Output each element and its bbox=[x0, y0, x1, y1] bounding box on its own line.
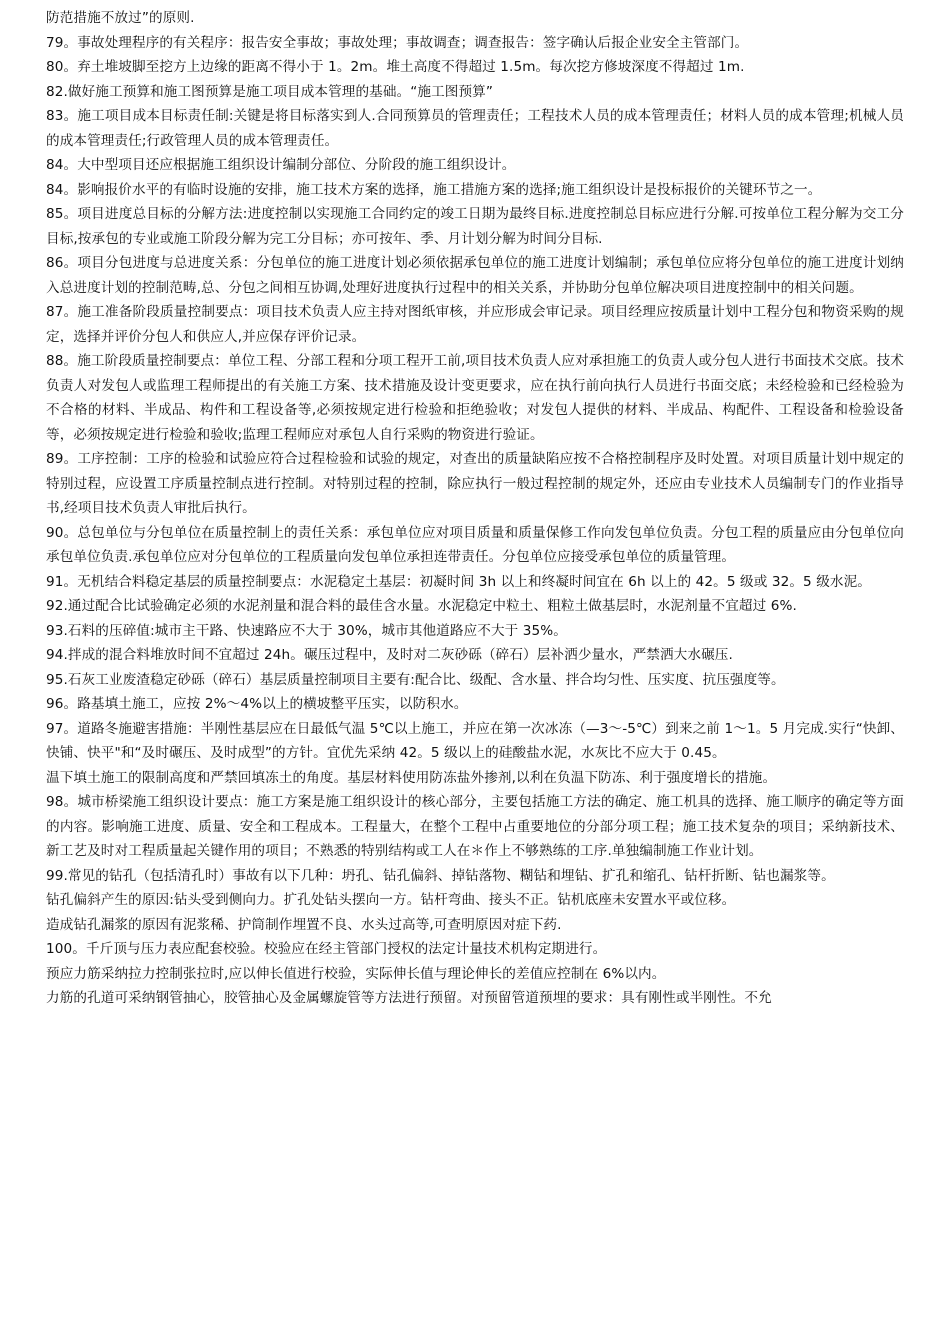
paragraph: 82.做好施工预算和施工图预算是施工项目成本管理的基础。“施工图预算” bbox=[46, 83, 494, 100]
paragraph: 99.常见的钻孔（包括清孔时）事故有以下几种：坍孔、钻孔偏斜、掉钻落物、糊钻和埋钻、扩孔和缩孔、钻杆折断、钻也漏浆等。 bbox=[46, 867, 835, 884]
paragraph: 87。施工准备阶段质量控制要点：项目技术负责人应主持对图纸审核，并应形成会审记录。项目经理应按质量计划中工程分包和物资采购的规定，选择并评价分包人和供应人,并应保存评价记录。 bbox=[46, 304, 904, 345]
paragraph: 91。无机结合料稳定基层的质量控制要点：水泥稳定土基层：初凝时间 3h 以上和终凝时间宜在 6h 以上的 42。5 级或 32。5 级水泥。 bbox=[46, 573, 871, 590]
paragraph: 97。道路冬施避害措施：半刚性基层应在日最低气温 5℃以上施工，并应在第一次冰冻（—3～-5℃）到来之前 1～1。5 月完成.实行“快卸、快铺、快平"和“及时碾压、及时成型”的方针。宜优先采纳 42。5 级以上的硅酸盐水泥，水灰比不应大于 0.45。 bbox=[46, 720, 904, 761]
paragraph: 钻孔偏斜产生的原因:钻头受到侧向力。扩孔处钻头摆向一方。钻杆弯曲、接头不正。钻机底座未安置水平或位移。 bbox=[46, 892, 736, 908]
paragraph: 96。路基填土施工，应按 2%～4%以上的横坡整平压实，以防积水。 bbox=[46, 696, 468, 712]
paragraph: 86。项目分包进度与总进度关系：分包单位的施工进度计划必须依据承包单位的施工进度计划编制；承包单位应将分包单位的施工进度计划纳入总进度计划的控制范畴,总、分包之间相互协调,处理好进度执行过程中的相关关系，并协助分包单位解决项目进度控制中的相关问题。 bbox=[46, 255, 904, 296]
paragraph: 89。工序控制：工序的检验和试验应符合过程检验和试验的规定，对查出的质量缺陷应按不合格控制程序及时处置。对项目质量计划中规定的特别过程，应设置工序质量控制点进行控制。对特别过程的控制，除应执行一般过程控制的规定外，还应由专业技术人员编制专门的作业指导书,经项目技术负责人审批后执行。 bbox=[46, 451, 904, 516]
paragraph: 84。大中型项目还应根据施工组织设计编制分部位、分阶段的施工组织设计。 bbox=[46, 157, 516, 173]
paragraph: 100。千斤顶与压力表应配套校验。校验应在经主管部门授权的法定计量技术机构定期进行。 bbox=[46, 941, 607, 957]
paragraph: 造成钻孔漏浆的原因有泥浆稀、护筒制作埋置不良、水头过高等,可查明原因对症下药. bbox=[46, 916, 562, 933]
paragraph: 力筋的孔道可采纳钢管抽心，胶管抽心及金属螺旋管等方法进行预留。对预留管道预埋的要求：具有刚性或半刚性。不允 bbox=[46, 990, 772, 1006]
paragraph: 防范措施不放过”的原则. bbox=[46, 10, 195, 26]
document-body bbox=[46, 6, 904, 1011]
paragraph: 94.拌成的混合料堆放时间不宜超过 24h。碾压过程中，及时对二灰砂砾（碎石）层补洒少量水，严禁洒大水碾压. bbox=[46, 647, 733, 663]
paragraph: 92.通过配合比试验确定必须的水泥剂量和混合料的最佳含水量。水泥稳定中粒土、粗粒土做基层时，水泥剂量不宜超过 6%. bbox=[46, 598, 797, 614]
paragraph: 79。事故处理程序的有关程序：报告安全事故；事故处理；事故调查；调查报告：签字确认后报企业安全主管部门。 bbox=[46, 34, 749, 51]
paragraph: 98。城市桥梁施工组织设计要点：施工方案是施工组织设计的核心部分，主要包括施工方法的确定、施工机具的选择、施工顺序的确定等方面的内容。影响施工进度、质量、安全和工程成本。工程量大，在整个工程中占重要地位的分部分项工程；施工技术复杂的项目；采纳新技术、新工艺及时对工程质量起关键作用的项目；不熟悉的特别结构或工人在＊作上不够熟练的工序.单独编制施工作业计划。 bbox=[46, 794, 904, 859]
paragraph: 80。弃土堆坡脚至挖方上边缘的距离不得小于 1。2m。堆土高度不得超过 1.5m。每次挖方修坡深度不得超过 1m. bbox=[46, 59, 745, 75]
paragraph: 预应力筋采纳拉力控制张拉时,应以伸长值进行校验，实际伸长值与理论伸长的差值应控制在 6%以内。 bbox=[46, 965, 666, 982]
paragraph: 84。影响报价水平的有临时设施的安排，施工技术方案的选择，施工措施方案的选择;施工组织设计是投标报价的关键环节之一。 bbox=[46, 181, 822, 198]
paragraph: 温下填土施工的限制高度和严禁回填冻土的角度。基层材料使用防冻盐外掺剂,以利在负温下防冻、利于强度增长的措施。 bbox=[46, 769, 777, 786]
paragraph: 85。项目进度总目标的分解方法:进度控制以实现施工合同约定的竣工日期为最终目标.进度控制总目标应进行分解.可按单位工程分解为交工分目标,按承包的专业或施工阶段分解为完工分目标；亦可按年、季、月计划分解为时间分目标. bbox=[46, 206, 904, 247]
paragraph: 88。施工阶段质量控制要点：单位工程、分部工程和分项工程开工前,项目技术负责人应对承担施工的负责人或分包人进行书面技术交底。技术负责人对发包人或监理工程师提出的有关施工方案、技术措施及设计变更要求，应在执行前向执行人员进行书面交底；未经检验和已经检验为不合格的材料、半成品、构件和工程设备等,必须按规定进行检验和拒绝验收；对发包人提供的材料、半成品、构配件、工程设备和检验设备等，必须按规定进行检验和验收;监理工程师应对承包人自行采购的物资进行验证。 bbox=[46, 353, 904, 443]
paragraph: 95.石灰工业废渣稳定砂砾（碎石）基层质量控制项目主要有:配合比、级配、含水量、拌合均匀性、压实度、抗压强度等。 bbox=[46, 671, 785, 688]
paragraph: 90。总包单位与分包单位在质量控制上的责任关系：承包单位应对项目质量和质量保修工作向发包单位负责。分包工程的质量应由分包单位向承包单位负责.承包单位应对分包单位的工程质量向发包单位承担连带责任。分包单位应接受承包单位的质量管理。 bbox=[46, 524, 904, 565]
paragraph: 83。施工项目成本目标责任制:关键是将目标落实到人.合同预算员的管理责任；工程技术人员的成本管理责任；材料人员的成本管理;机械人员的成本管理责任;行政管理人员的成本管理责任。 bbox=[46, 108, 904, 149]
paragraph: 93.石料的压碎值:城市主干路、快速路应不大于 30%，城市其他道路应不大于 35%。 bbox=[46, 622, 567, 639]
